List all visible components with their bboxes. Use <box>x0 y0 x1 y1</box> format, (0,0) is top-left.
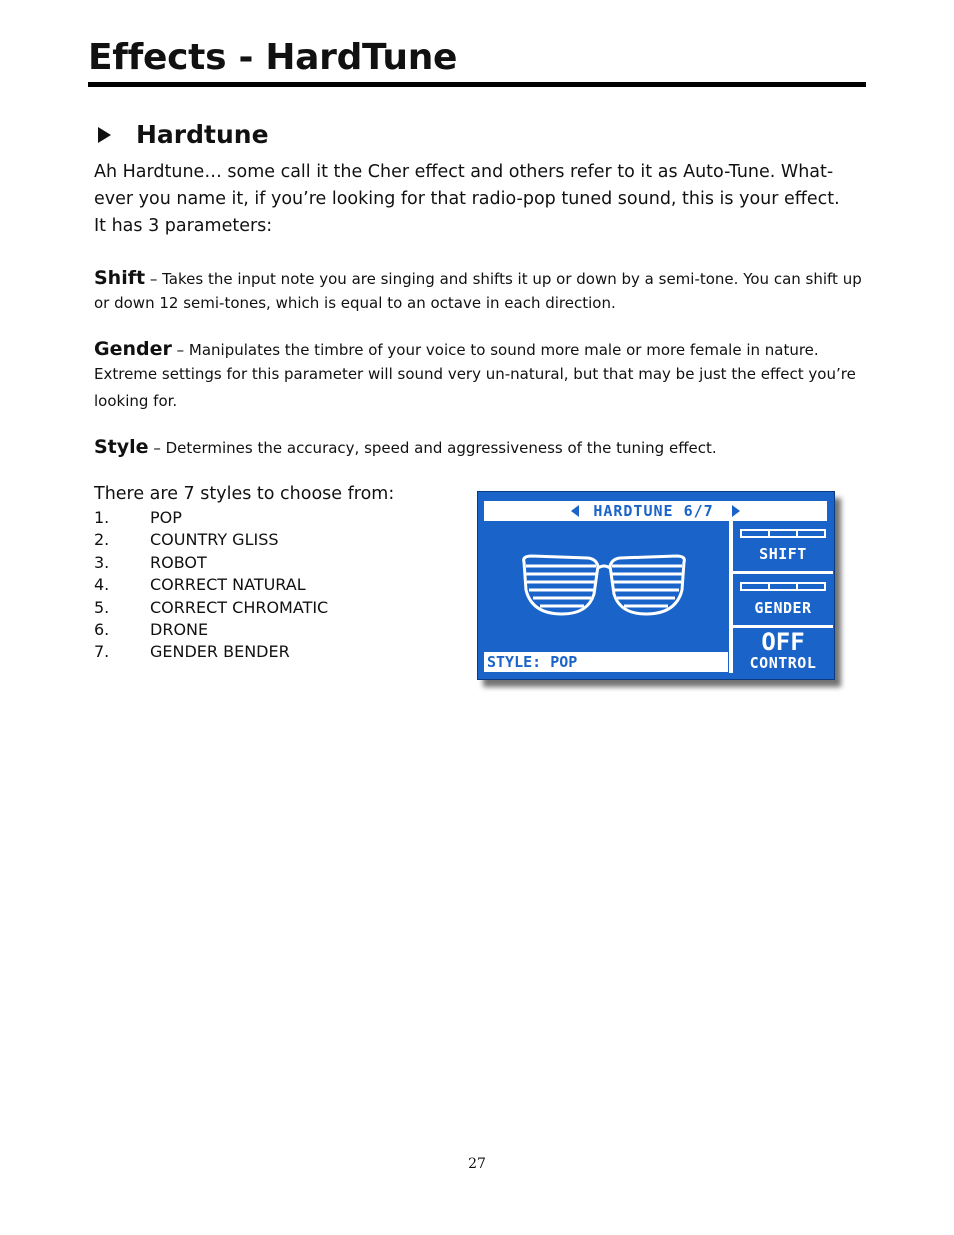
param-term: Style <box>94 436 149 458</box>
lcd-header-label: HARDTUNE 6/7 <box>593 502 714 520</box>
page-number: 27 <box>468 1156 486 1172</box>
control-value: OFF <box>761 628 805 656</box>
param-desc: – Determines the accuracy, speed and aggressiveness of the tuning effect. <box>148 439 717 457</box>
param-desc: – Takes the input note you are singing and shifts it up or down by a semi-tone. You can shift up <box>145 270 862 288</box>
param-desc: or down 12 semi-tones, which is equal to an octave in each direction. <box>94 294 616 312</box>
list-item: 7. GENDER BENDER <box>94 642 290 662</box>
styles-intro: There are 7 styles to choose from: <box>94 484 395 504</box>
title-rule <box>88 82 866 87</box>
param-desc: looking for. <box>94 392 178 410</box>
style-readout: STYLE: POP <box>484 652 728 672</box>
shift-label: SHIFT <box>759 545 807 563</box>
param-desc: Extreme settings for this parameter will sound very un-natural, but that may be just the effect you’re <box>94 365 856 383</box>
list-item: 5. CORRECT CHROMATIC <box>94 597 329 617</box>
list-item: 1. POP <box>94 508 182 527</box>
triangle-bullet-icon <box>98 127 111 143</box>
shift-meter <box>740 529 826 538</box>
intro-line: It has 3 parameters: <box>94 216 273 236</box>
param-style <box>94 435 864 460</box>
arrow-right-icon <box>732 505 740 517</box>
param-term: Shift <box>94 267 146 289</box>
arrow-left-icon <box>571 505 579 517</box>
param-desc: – Manipulates the timbre of your voice to sound more male or more female in nature. <box>171 341 819 359</box>
gender-label: GENDER <box>754 599 812 617</box>
param-term: Gender <box>94 338 172 360</box>
list-item: 4. CORRECT NATURAL <box>94 575 306 595</box>
page-title: Effects - HardTune <box>88 37 458 78</box>
lcd-divider <box>733 571 833 574</box>
list-item: 2. COUNTRY GLISS <box>94 530 279 550</box>
param-gender <box>94 337 864 416</box>
intro-line: Ah Hardtune… some call it the Cher effect and others refer to it as Auto-Tune. What- <box>94 162 834 182</box>
intro-paragraph <box>94 159 864 240</box>
lcd-header <box>484 501 827 521</box>
param-shift <box>94 266 864 315</box>
control-label: CONTROL <box>749 654 817 672</box>
shutter-shades-icon <box>518 554 690 622</box>
list-item: 6. DRONE <box>94 620 209 640</box>
section-heading <box>96 118 269 152</box>
list-item: 3. ROBOT <box>94 552 207 572</box>
lcd-screen <box>477 491 835 680</box>
gender-meter <box>740 582 826 591</box>
section-heading-label: Hardtune <box>136 120 269 149</box>
lcd-divider <box>729 521 733 673</box>
styles-list <box>94 507 328 664</box>
intro-line: ever you name it, if you’re looking for that radio-pop tuned sound, this is your effect. <box>94 189 840 209</box>
